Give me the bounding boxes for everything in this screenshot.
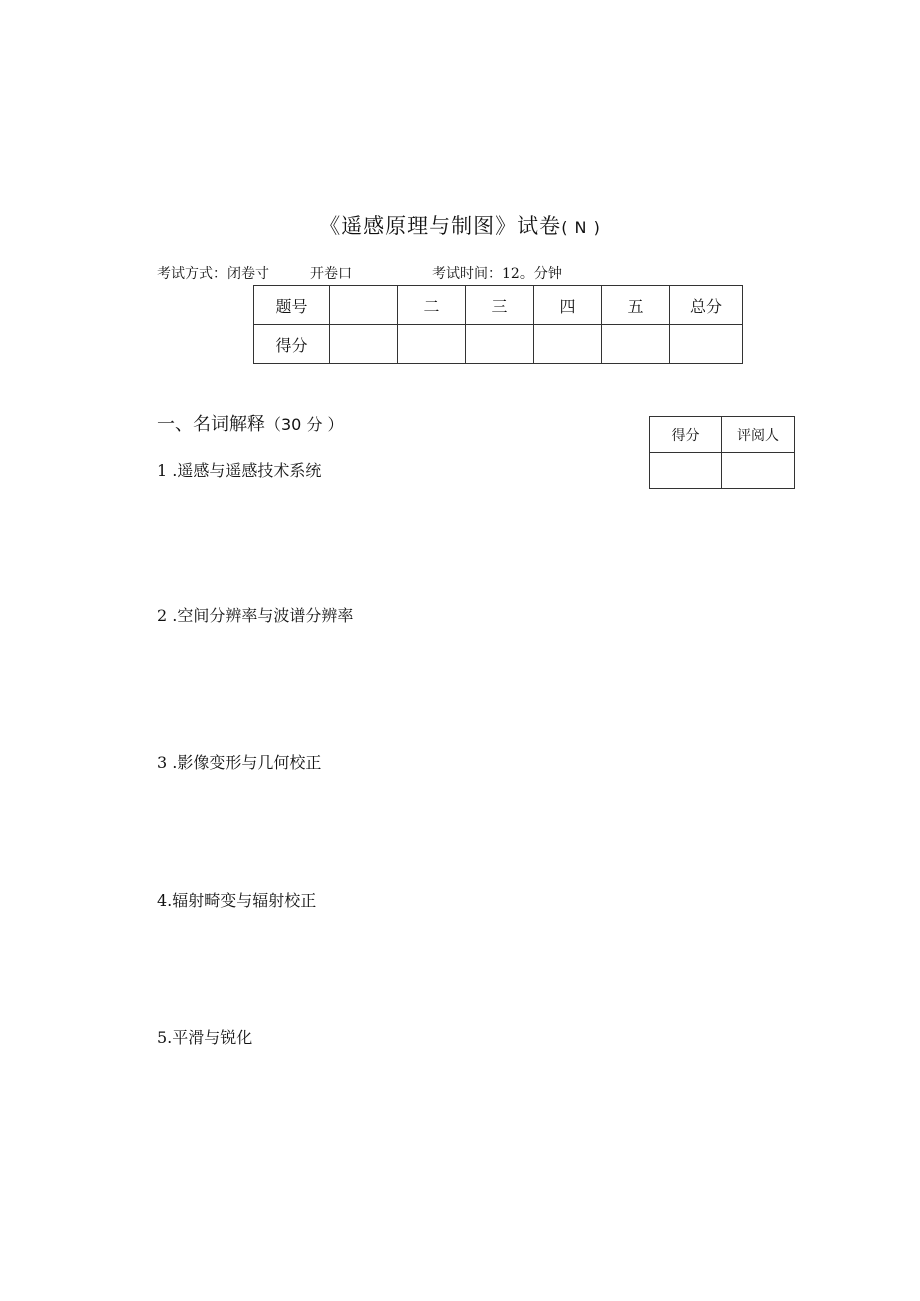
grader-header-score: 得分: [650, 417, 722, 453]
score-cell: 三: [466, 286, 534, 325]
score-cell: 二: [398, 286, 466, 325]
score-input-cell: [602, 325, 670, 364]
section-1-title: [157, 410, 344, 436]
score-cell: 五: [602, 286, 670, 325]
score-input-cell: [534, 325, 602, 364]
grader-reviewer-cell: [722, 453, 795, 489]
grader-header-reviewer: 评阅人: [722, 417, 795, 453]
score-input-cell: [670, 325, 743, 364]
question-2: 2 .空间分辨率与波谱分辨率: [157, 606, 354, 625]
score-cell: 题号: [254, 286, 330, 325]
exam-title: [0, 210, 920, 240]
section-1-points: （30 分 ）: [265, 415, 344, 434]
exam-title-main: 《遥感原理与制图》试卷: [319, 214, 562, 238]
score-input-cell: [330, 325, 398, 364]
grader-table: [649, 416, 795, 489]
score-table: [253, 285, 743, 364]
grader-score-cell: [650, 453, 722, 489]
score-input-cell: [398, 325, 466, 364]
score-table-header-row: [254, 286, 743, 325]
question-1: 1 .遥感与遥感技术系统: [157, 461, 322, 480]
exam-mode: 考试方式：闭卷寸: [157, 266, 269, 282]
exam-title-tag: ( N ): [561, 218, 601, 237]
question-5: 5.平滑与锐化: [157, 1028, 253, 1047]
exam-open-book: 开卷口: [310, 266, 352, 282]
score-cell: [330, 286, 398, 325]
score-cell: 得分: [254, 325, 330, 364]
exam-time: 考试时间：12。分钟: [432, 266, 562, 282]
score-cell: 总分: [670, 286, 743, 325]
score-table-score-row: [254, 325, 743, 364]
score-cell: 四: [534, 286, 602, 325]
score-input-cell: [466, 325, 534, 364]
question-3: 3 .影像变形与几何校正: [157, 753, 322, 772]
question-4: 4.辐射畸变与辐射校正: [157, 891, 317, 910]
section-1-label: 一、名词解释: [157, 414, 265, 435]
